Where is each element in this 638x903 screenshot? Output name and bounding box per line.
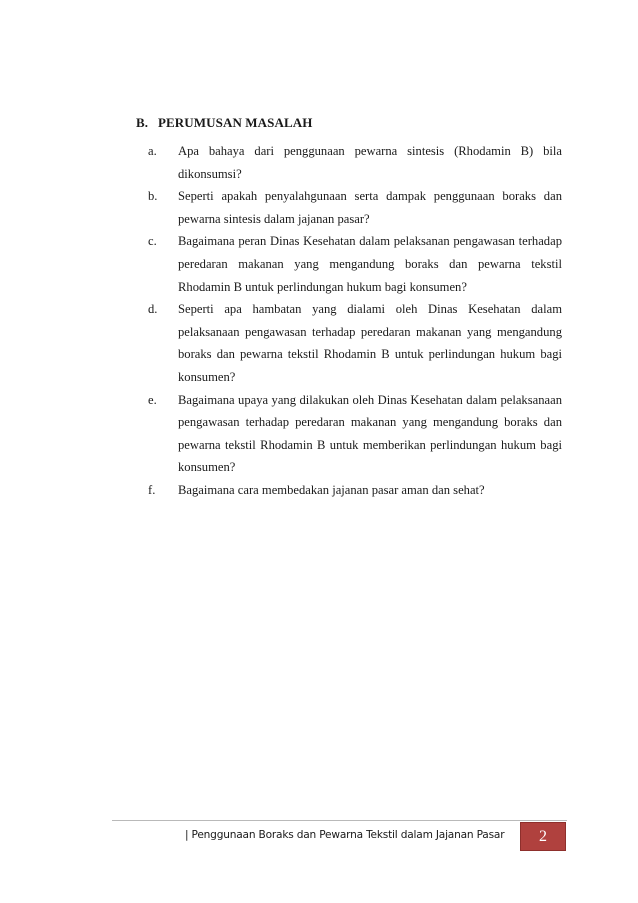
list-item	[148, 298, 562, 388]
section-label: B.	[136, 115, 149, 130]
list-item-text: Seperti apa hambatan yang dialami oleh Dinas Kesehatan dalam pelaksanaan pengawasan terhadap peredaran makanan yang mengandung boraks dan pewarna tekstil Rhodamin B untuk perlindungan hukum bagi konsumen?	[178, 302, 562, 384]
list-item-letter: c.	[148, 234, 157, 249]
list-item-text: Bagaimana peran Dinas Kesehatan dalam pelaksanan pengawasan terhadap peredaran makanan yang mengandung boraks dan pewarna tekstil Rhodamin B untuk perlindungan hukum bagi konsumen?	[178, 234, 562, 294]
list-item-letter: e.	[148, 392, 157, 407]
problem-list	[148, 140, 562, 502]
page-number-badge: 2	[520, 822, 566, 851]
footer-divider	[112, 820, 567, 821]
list-item	[148, 479, 562, 502]
list-item	[148, 140, 562, 185]
list-item-letter: a.	[148, 144, 157, 158]
list-item-letter: b.	[148, 189, 158, 204]
list-item-letter: f.	[148, 482, 156, 497]
list-item-text: Bagaimana cara membedakan jajanan pasar aman dan sehat?	[178, 482, 485, 497]
list-item	[148, 389, 562, 479]
list-item-text: Bagaimana upaya yang dilakukan oleh Dinas Kesehatan dalam pelaksanaan pengawasan terhadap peredaran makanan yang mengandung boraks dan pewarna tekstil Rhodamin B untuk memberikan perlindungan hukum bagi konsumen?	[178, 392, 562, 475]
list-item-letter: d.	[148, 302, 158, 317]
footer-title: | Penggunaan Boraks dan Pewarna Tekstil dalam Jajanan Pasar	[185, 829, 505, 841]
list-item	[148, 230, 562, 298]
section-title: PERUMUSAN MASALAH	[158, 115, 313, 130]
list-item-text: Seperti apakah penyalahgunaan serta dampak penggunaan boraks dan pewarna sintesis dalam jajanan pasar?	[178, 189, 562, 226]
section-heading	[136, 115, 312, 131]
list-item-text: Apa bahaya dari penggunaan pewarna sintesis (Rhodamin B) bila dikonsumsi?	[178, 144, 562, 181]
list-item	[148, 185, 562, 230]
